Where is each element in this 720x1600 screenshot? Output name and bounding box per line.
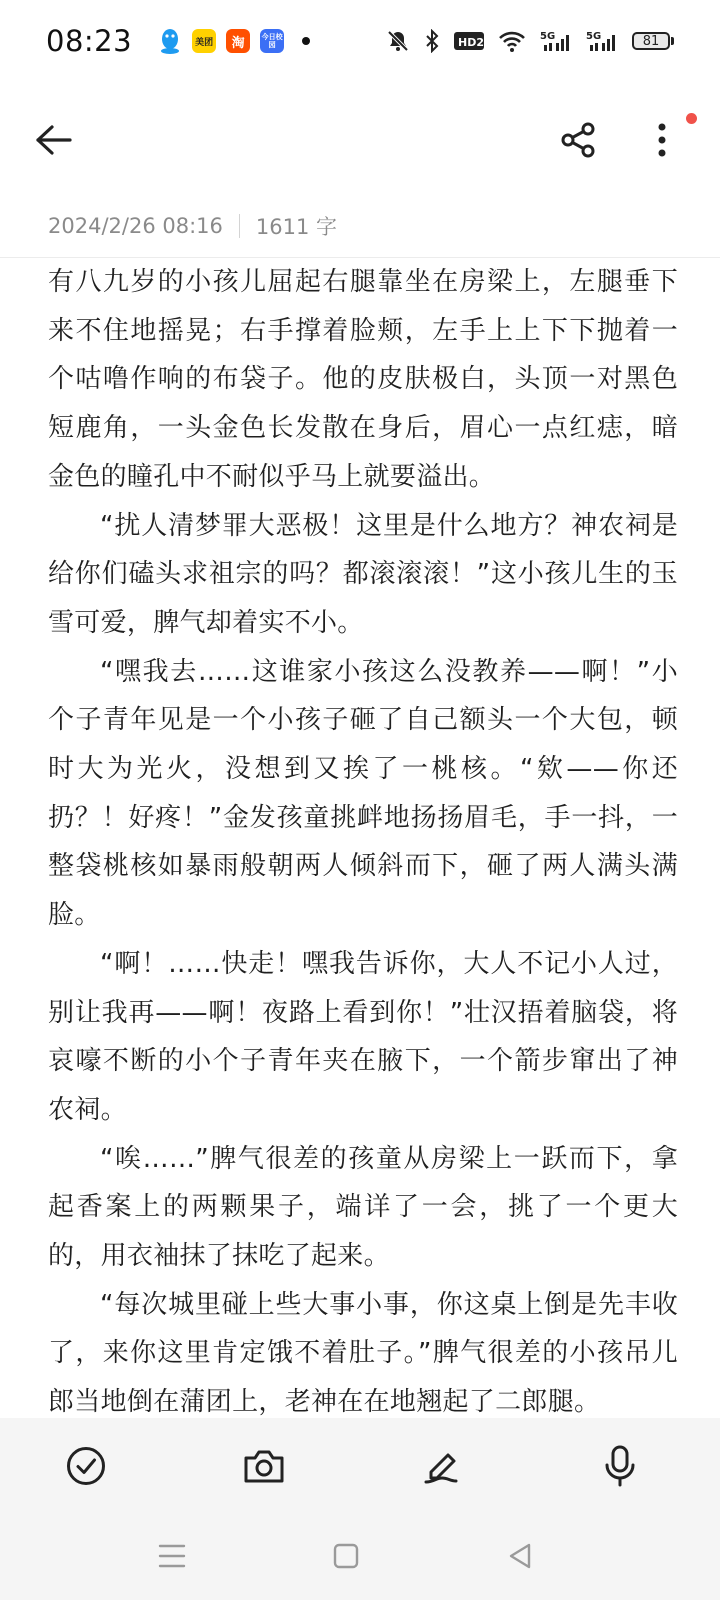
paragraph: 有八九岁的小孩儿屈起右腿靠坐在房梁上，左腿垂下来不住地摇晃；右手撑着脸颊，左手上上下下抛着一个咕噜作响的布袋子。他的皮肤极白，头顶一对黑色短鹿角，一头金色长发散在身后，眉心一点红痣，暗金色的瞳孔中不耐似乎马上就要溢出。 xyxy=(48,267,678,492)
note-meta xyxy=(48,208,337,244)
network-label-1: 5G xyxy=(540,31,556,42)
share-icon xyxy=(559,121,597,159)
hd-label: HD2 xyxy=(458,36,484,49)
menu-icon xyxy=(158,1543,186,1569)
taobao-icon xyxy=(226,29,250,53)
microphone-icon xyxy=(602,1444,638,1488)
camera-button[interactable] xyxy=(238,1440,290,1492)
camera-icon xyxy=(242,1446,286,1486)
note-word-count: 1611 字 xyxy=(255,215,337,239)
more-notifications-dot xyxy=(302,37,310,45)
taobao-label: 淘 xyxy=(231,35,245,51)
system-icons xyxy=(386,29,674,53)
note-content[interactable] xyxy=(48,258,678,1418)
arrow-left-icon xyxy=(34,124,74,156)
meta-separator xyxy=(239,214,240,238)
system-back-button[interactable] xyxy=(498,1534,542,1578)
more-options-button[interactable] xyxy=(640,118,684,162)
editor-toolbar xyxy=(0,1418,720,1514)
system-nav-bar xyxy=(0,1514,720,1600)
cellular-5g-icon-1 xyxy=(540,29,572,53)
mute-icon xyxy=(386,29,410,53)
bluetooth-icon xyxy=(424,29,440,53)
top-app-bar xyxy=(0,100,720,180)
paragraph: “每次城里碰上些大事小事，你这桌上倒是先丰收了，来你这里肯定饿不着肚子。”脾气很差的小孩吊儿郎当地倒在蒲团上，老神在在地翘起了二郎腿。 xyxy=(48,1289,678,1418)
handwriting-button[interactable] xyxy=(416,1440,468,1492)
status-bar xyxy=(0,0,720,82)
checklist-icon xyxy=(65,1445,107,1487)
more-vertical-icon xyxy=(656,122,668,158)
handwriting-icon xyxy=(420,1444,464,1488)
status-time: 08:23 xyxy=(46,24,133,58)
share-button[interactable] xyxy=(556,118,600,162)
paragraph: “嘿我去……这谁家小孩这么没教养——啊！”小个子青年见是一个小孩子砸了自己额头一个大包，顿时大为光火，没想到又挨了一桃核。“欸——你还扔？！好疼！”金发孩童挑衅地扬扬眉毛，手一抖，一整袋桃核如暴雨般朝两人倾斜而下，砸了两人满头满脸。 xyxy=(48,656,678,931)
back-button[interactable] xyxy=(30,118,78,162)
jinri-xiaoyuan-icon xyxy=(260,29,284,53)
home-icon xyxy=(333,1543,359,1569)
meituan-icon xyxy=(192,29,216,53)
paragraph: “啊！……快走！嘿我告诉你，大人不记小人过，别让我再——啊！夜路上看到你！”壮汉捂着脑袋，将哀嚎不断的小个子青年夹在腋下，一个箭步窜出了神农祠。 xyxy=(48,948,678,1125)
notification-icons xyxy=(158,28,310,54)
jinri-xiaoyuan-label: 今日校园 xyxy=(261,33,283,49)
battery-icon xyxy=(632,32,674,50)
cellular-5g-icon-2 xyxy=(586,29,618,53)
notification-red-dot xyxy=(686,113,697,124)
checklist-button[interactable] xyxy=(60,1440,112,1492)
network-label-2: 5G xyxy=(586,31,602,42)
back-icon xyxy=(507,1542,533,1570)
recent-apps-button[interactable] xyxy=(150,1534,194,1578)
wifi-icon xyxy=(498,30,526,52)
battery-level: 81 xyxy=(632,32,670,50)
meituan-label: 美团 xyxy=(195,37,214,48)
hd-icon xyxy=(454,30,484,52)
paragraph: “扰人清梦罪大恶极！这里是什么地方？神农祠是给你们磕头求祖宗的吗？都滚滚滚！”这小孩儿生的玉雪可爱，脾气却着实不小。 xyxy=(48,510,678,638)
home-button[interactable] xyxy=(324,1534,368,1578)
qq-icon xyxy=(158,28,182,54)
note-datetime: 2024/2/26 08:16 xyxy=(48,214,223,238)
paragraph: “唉……”脾气很差的孩童从房梁上一跃而下，拿起香案上的两颗果子，端详了一会，挑了一个更大的，用衣袖抹了抹吃了起来。 xyxy=(48,1143,678,1272)
battery-tip xyxy=(671,37,674,45)
voice-input-button[interactable] xyxy=(594,1440,646,1492)
